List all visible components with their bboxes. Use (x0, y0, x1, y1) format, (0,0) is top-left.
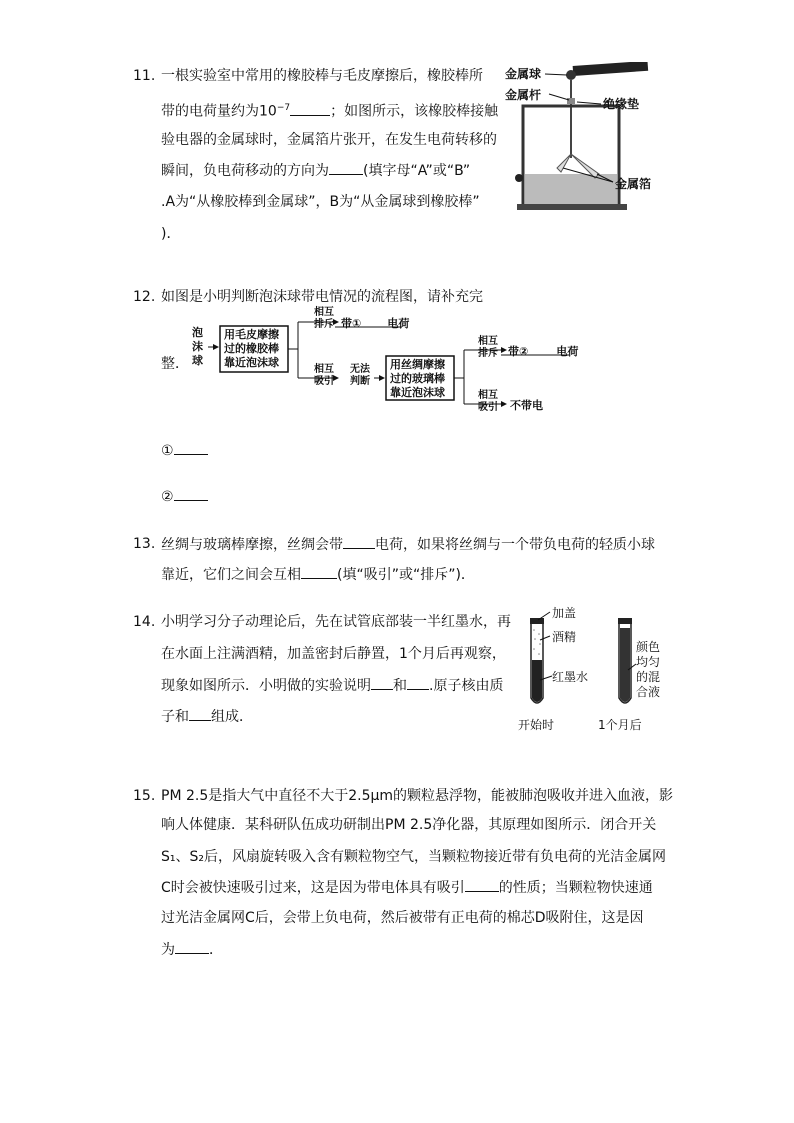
electroscope-figure (505, 62, 655, 222)
q11-blank-direction[interactable] (329, 160, 363, 175)
q15-blank2[interactable] (175, 939, 209, 954)
q15-line2: 响人体健康．某科研队伍成功研制出PM 2.5净化器，其原理如图所示．闭合开关 (161, 817, 657, 833)
flow-box2-l3: 靠近泡沫球 (390, 386, 445, 399)
flow-attract2-l1: 相互 (478, 390, 498, 401)
q15-blank1[interactable] (465, 877, 499, 892)
label-alcohol: 酒精 (552, 630, 577, 644)
q11-line5: .A为“从橡胶棒到金属球”，B为“从金属球到橡胶棒” (161, 194, 480, 210)
flow-cannot-l2: 判断 (350, 376, 370, 387)
q15-line1: PM 2.5是指大气中直径不大于2.5μm的颗粒悬浮物，能被肺泡吸收并进入血液，影 (161, 788, 674, 804)
flow-box2-l1: 用丝绸摩擦 (390, 358, 445, 371)
test-tube-figure (512, 604, 682, 734)
flow-box2-l2: 过的玻璃棒 (390, 372, 445, 385)
q11-line1: 一根实验室中常用的橡胶棒与毛皮摩擦后，橡胶棒所 (161, 68, 483, 84)
flow-box1-l1: 用毛皮摩擦 (224, 328, 279, 341)
q12-blank1[interactable] (174, 440, 208, 455)
flow-charge2: 带② 电荷 (508, 345, 579, 358)
flowchart (188, 307, 618, 413)
q15-line3: S₁、S₂后，风扇旋转吸入含有颗粒物空气，当颗粒物接近带有负电荷的光洁金属网 (161, 849, 666, 865)
q14-line3: 现象如图所示．小明做的实验说明 和 .原子核由质 (161, 675, 503, 696)
flow-attract1-l2: 吸引 (314, 376, 334, 387)
q11-line2: 带的电荷量约为$10^{-7}$ ；如图所示，该橡胶棒接触 (161, 98, 498, 122)
q14-line1: 小明学习分子动理论后，先在试管底部装一半红墨水，再 (161, 614, 511, 630)
flow-repel1-l2: 排斥 (314, 319, 334, 330)
label-metal-ball: 金属球 (505, 67, 542, 81)
q12-answer1: ① (161, 440, 208, 461)
q13-line1: 丝绸与玻璃棒摩擦，丝绸会带 电荷，如果将丝绸与一个带负电荷的轻质小球 (161, 534, 655, 555)
flow-repel2-l1: 相互 (478, 336, 498, 347)
flow-charge1: 带① 电荷 (341, 317, 410, 330)
flow-ball-2: 沫 (192, 340, 203, 353)
label-metal-foil: 金属箔 (615, 177, 652, 191)
q14-blank3[interactable] (189, 706, 211, 721)
flow-ball-1: 泡 (192, 326, 203, 339)
label-mix-2: 均匀 (636, 655, 661, 669)
q11-blank[interactable] (290, 101, 330, 116)
q14-number: 14. (133, 614, 156, 630)
q14-line2: 在水面上注满酒精，加盖密封后静置，1个月后再观察， (161, 646, 506, 662)
flow-uncharged: 不带电 (510, 399, 543, 412)
label-mix-4: 合液 (636, 685, 661, 699)
flow-box1-l3: 靠近泡沫球 (224, 356, 279, 369)
q12-answer2: ② (161, 486, 208, 507)
q13-blank1[interactable] (343, 534, 375, 549)
flow-box1-l2: 过的橡胶棒 (224, 342, 279, 355)
q12-blank2[interactable] (174, 486, 208, 501)
q13-blank2[interactable] (301, 564, 337, 579)
label-mix-1: 颜色 (636, 640, 661, 654)
flow-repel2-l2: 排斥 (478, 348, 498, 359)
q11-number: 11. (133, 68, 156, 84)
flow-cannot-l1: 无法 (350, 364, 370, 375)
flow-attract2-l2: 吸引 (478, 402, 498, 413)
q11-line4: 瞬间，负电荷移动的方向为 (填字母“A”或“B” (161, 160, 470, 181)
q12-line1: 如图是小明判断泡沫球带电情况的流程图，请补充完 (161, 289, 483, 305)
label-metal-rod: 金属杆 (505, 88, 542, 102)
q15-number: 15. (133, 788, 156, 804)
q14-blank2[interactable] (407, 675, 429, 690)
q11-line6: )． (161, 226, 181, 242)
label-red-ink: 红墨水 (552, 670, 589, 684)
label-insulating-pad: 绝缘垫 (603, 97, 640, 111)
flow-ball-3: 球 (192, 354, 203, 367)
flow-repel1-l1: 相互 (314, 307, 334, 318)
label-cap: 加盖 (552, 606, 577, 620)
label-start: 开始时 (518, 718, 555, 732)
q12-number: 12. (133, 289, 156, 305)
q12-line2: 整． (161, 356, 189, 372)
q15-line5: 过光洁金属网C后，会带上负电荷，然后被带有正电荷的棉芯D吸附住，这是因 (161, 910, 644, 926)
label-mix-3: 的混 (636, 670, 661, 684)
q14-line4: 子和 组成． (161, 706, 253, 727)
q13-line2: 靠近，它们之间会互相 (填“吸引”或“排斥”)． (161, 564, 475, 585)
q15-line4: C时会被快速吸引过来，这是因为带电体具有吸引 的性质；当颗粒物快速通 (161, 877, 653, 898)
flow-attract1-l1: 相互 (314, 364, 334, 375)
q13-number: 13. (133, 536, 156, 552)
q11-line3: 验电器的金属球时，金属箔片张开，在发生电荷转移的 (161, 132, 497, 148)
q15-line6: 为 ． (161, 939, 223, 960)
label-one-month: 1个月后 (598, 718, 642, 732)
q14-blank1[interactable] (371, 675, 393, 690)
